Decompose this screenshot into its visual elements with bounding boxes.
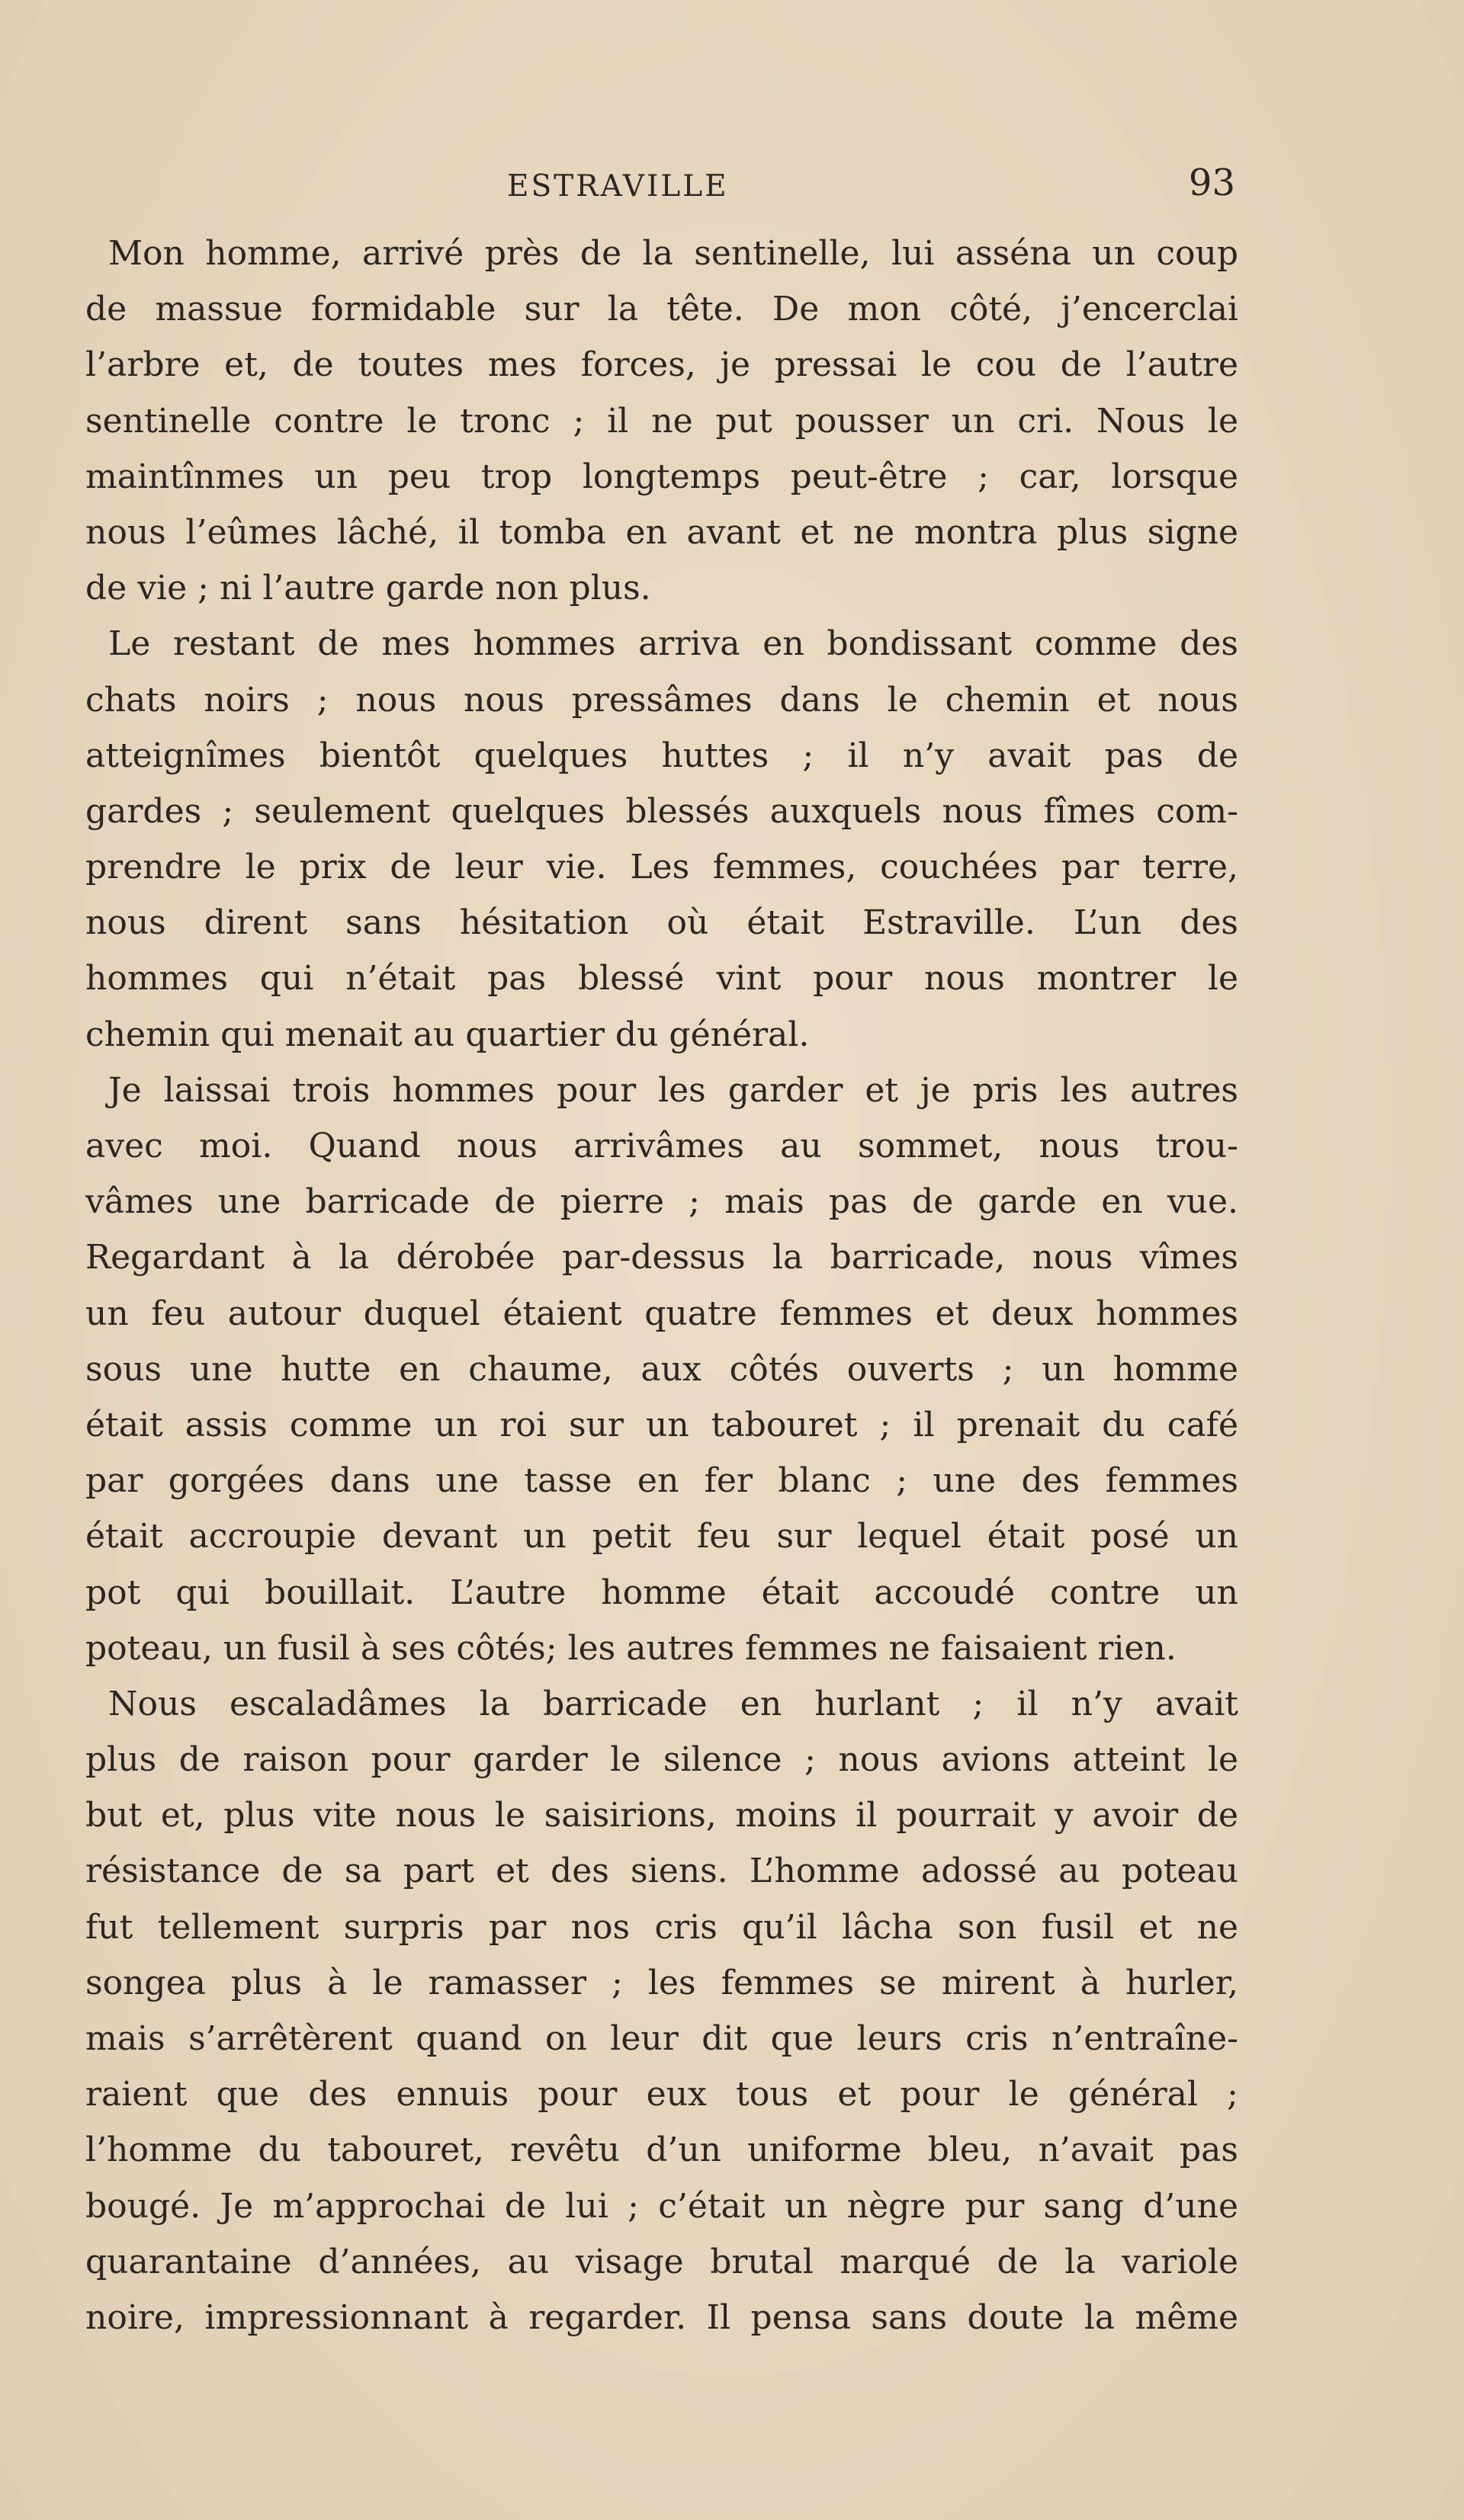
text-line: était accroupie devant un petit feu sur lequel était posé un: [85, 1517, 1238, 1557]
text-line: l’arbre et, de toutes mes forces, je pressai le cou de l’autre: [85, 345, 1238, 385]
text-line: poteau, un fusil à ses côtés; les autres femmes ne faisaient rien.: [85, 1628, 1177, 1668]
text-line: Le restant de mes hommes arriva en bondissant comme des: [108, 624, 1238, 664]
text-line: sentinelle contre le tronc ; il ne put pousser un cri. Nous le: [85, 401, 1238, 441]
page-number: 93: [1188, 162, 1235, 204]
text-line: prendre le prix de leur vie. Les femmes, couchées par terre,: [85, 848, 1238, 887]
text-line: résistance de sa part et des siens. L’homme adossé au poteau: [85, 1852, 1238, 1891]
text-line: nous dirent sans hésitation où était Estraville. L’un des: [85, 903, 1238, 943]
text-line: nous l’eûmes lâché, il tomba en avant et ne montra plus signe: [85, 512, 1238, 552]
text-line: de massue formidable sur la tête. De mon côté, j’encerclai: [85, 290, 1238, 329]
text-line: Je laissai trois hommes pour les garder et je pris les autres: [108, 1070, 1238, 1110]
text-line: fut tellement surpris par nos cris qu’il lâcha son fusil et ne: [85, 1907, 1238, 1947]
text-line: Nous escaladâmes la barricade en hurlant ; il n’y avait: [108, 1684, 1238, 1723]
text-line: songea plus à le ramasser ; les femmes se mirent à hurler,: [85, 1963, 1238, 2002]
text-line: l’homme du tabouret, revêtu d’un uniforme bleu, n’avait pas: [85, 2130, 1238, 2170]
text-line: un feu autour duquel étaient quatre femmes et deux hommes: [85, 1294, 1238, 1333]
text-line: atteignîmes bientôt quelques huttes ; il n’y avait pas de: [85, 736, 1238, 775]
text-line: sous une hutte en chaume, aux côtés ouverts ; un homme: [85, 1349, 1238, 1389]
text-line: quarantaine d’années, au visage brutal marqué de la variole: [85, 2242, 1238, 2281]
text-line: Mon homme, arrivé près de la sentinelle, lui asséna un coup: [108, 234, 1238, 273]
text-line: chats noirs ; nous nous pressâmes dans le chemin et nous: [85, 680, 1238, 720]
page-header: [122, 162, 1235, 215]
text-line: par gorgées dans une tasse en fer blanc ; une des femmes: [85, 1461, 1238, 1501]
text-line: vâmes une barricade de pierre ; mais pas de garde en vue.: [85, 1182, 1238, 1222]
text-line: hommes qui n’était pas blessé vint pour nous montrer le: [85, 959, 1238, 999]
text-line: maintînmes un peu trop longtemps peut-être ; car, lorsque: [85, 457, 1238, 496]
text-line: était assis comme un roi sur un tabouret ; il prenait du café: [85, 1405, 1238, 1444]
text-line: chemin qui menait au quartier du général.: [85, 1015, 810, 1054]
text-line: plus de raison pour garder le silence ; nous avions atteint le: [85, 1740, 1238, 1780]
text-line: noire, impressionnant à regarder. Il pensa sans doute la même: [85, 2297, 1238, 2337]
text-line: but et, plus vite nous le saisirions, moins il pourrait y avoir de: [85, 1796, 1238, 1835]
running-title: ESTRAVILLE: [507, 169, 729, 204]
text-line: mais s’arrêtèrent quand on leur dit que leurs cris n’entraîne-: [85, 2019, 1238, 2058]
text-line: pot qui bouillait. L’autre homme était accoudé contre un: [85, 1573, 1238, 1612]
text-line: Regardant à la dérobée par-dessus la barricade, nous vîmes: [85, 1238, 1238, 1278]
text-line: raient que des ennuis pour eux tous et pour le général ;: [85, 2075, 1238, 2114]
text-line: gardes ; seulement quelques blessés auxquels nous fîmes com-: [85, 791, 1238, 831]
text-line: avec moi. Quand nous arrivâmes au sommet, nous trou-: [85, 1127, 1238, 1165]
text-line: de vie ; ni l’autre garde non plus.: [85, 569, 651, 608]
body-text: [85, 226, 1238, 2345]
text-line: bougé. Je m’approchai de lui ; c’était un nègre pur sang d’une: [85, 2186, 1238, 2226]
